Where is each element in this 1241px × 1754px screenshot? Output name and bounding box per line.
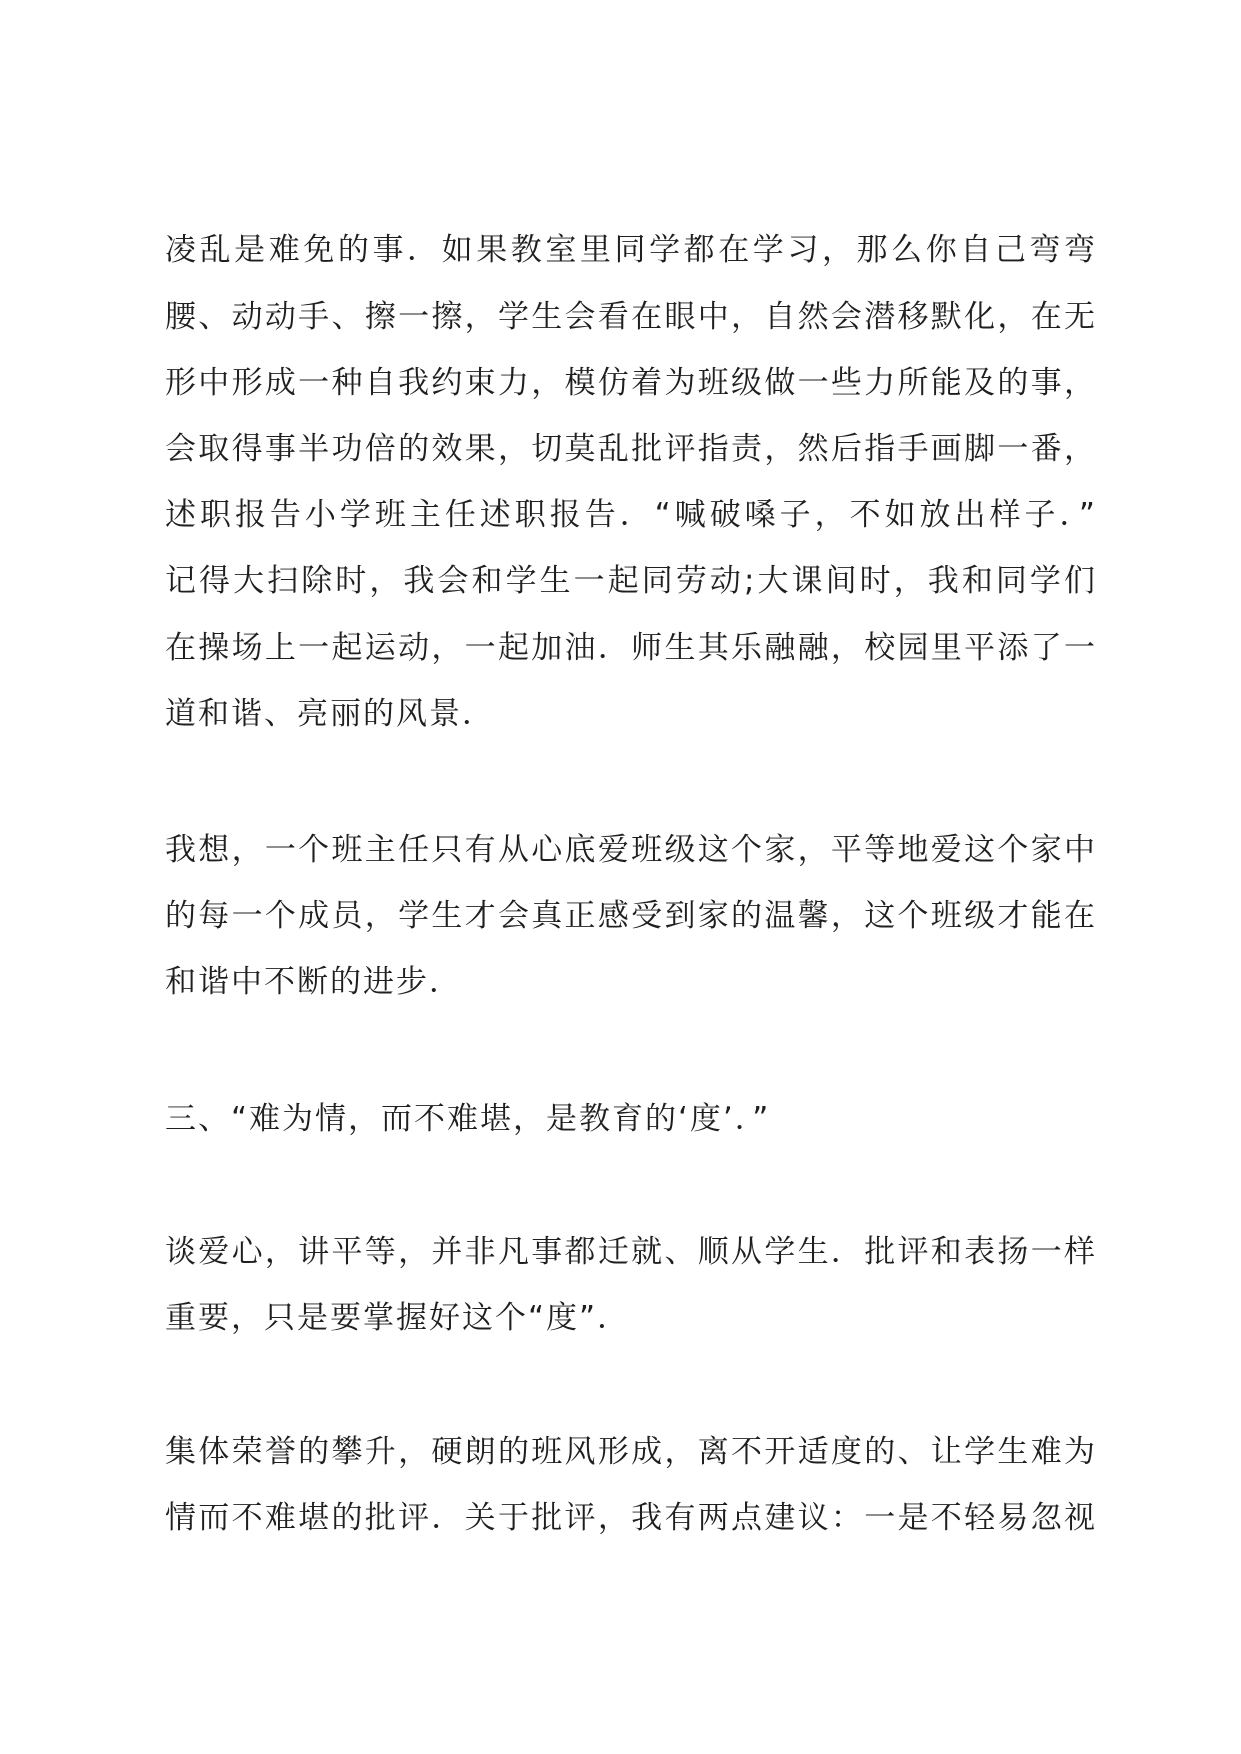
paragraph-1-line-8: 道和谐、亮丽的风景． <box>165 696 495 732</box>
paragraph-1-line-4: 会取得事半功倍的效果，切莫乱批评指责，然后指手画脚一番， <box>165 431 1095 467</box>
paragraph-4-line-1: 集体荣誉的攀升，硬朗的班风形成，离不开适度的、让学生难为 <box>165 1434 1095 1470</box>
paragraph-3-line-2: 重要，只是要掌握好这个“度”． <box>165 1300 631 1336</box>
paragraph-1-line-7: 在操场上一起运动，一起加油．师生其乐融融，校园里平添了一 <box>165 630 1095 666</box>
paragraph-1-line-2: 腰、动动手、擦一擦，学生会看在眼中，自然会潜移默化，在无 <box>165 299 1095 335</box>
paragraph-2-line-2: 的每一个成员，学生才会真正感受到家的温馨，这个班级才能在 <box>165 898 1095 934</box>
paragraph-4-line-2: 情而不难堪的批评．关于批评，我有两点建议：一是不轻易忽视 <box>165 1500 1095 1536</box>
paragraph-2-line-1: 我想，一个班主任只有从心底爱班级这个家，平等地爱这个家中 <box>165 832 1095 868</box>
paragraph-1-line-6: 记得大扫除时，我会和学生一起同劳动;大课间时，我和同学们 <box>165 563 1095 599</box>
paragraph-3-line-1: 谈爱心，讲平等，并非凡事都迁就、顺从学生．批评和表扬一样 <box>165 1234 1095 1270</box>
paragraph-1-line-1: 凌乱是难免的事．如果教室里同学都在学习，那么你自己弯弯 <box>165 232 1095 268</box>
section-heading: 三、“难为情，而不难堪，是教育的‘度’．” <box>165 1101 771 1137</box>
paragraph-1-line-5: 述职报告小学班主任述职报告．“喊破嗓子，不如放出样子．” <box>165 497 1095 533</box>
paragraph-2-line-3: 和谐中不断的进步． <box>165 964 462 1000</box>
paragraph-1-line-3: 形中形成一种自我约束力，模仿着为班级做一些力所能及的事， <box>165 365 1095 401</box>
